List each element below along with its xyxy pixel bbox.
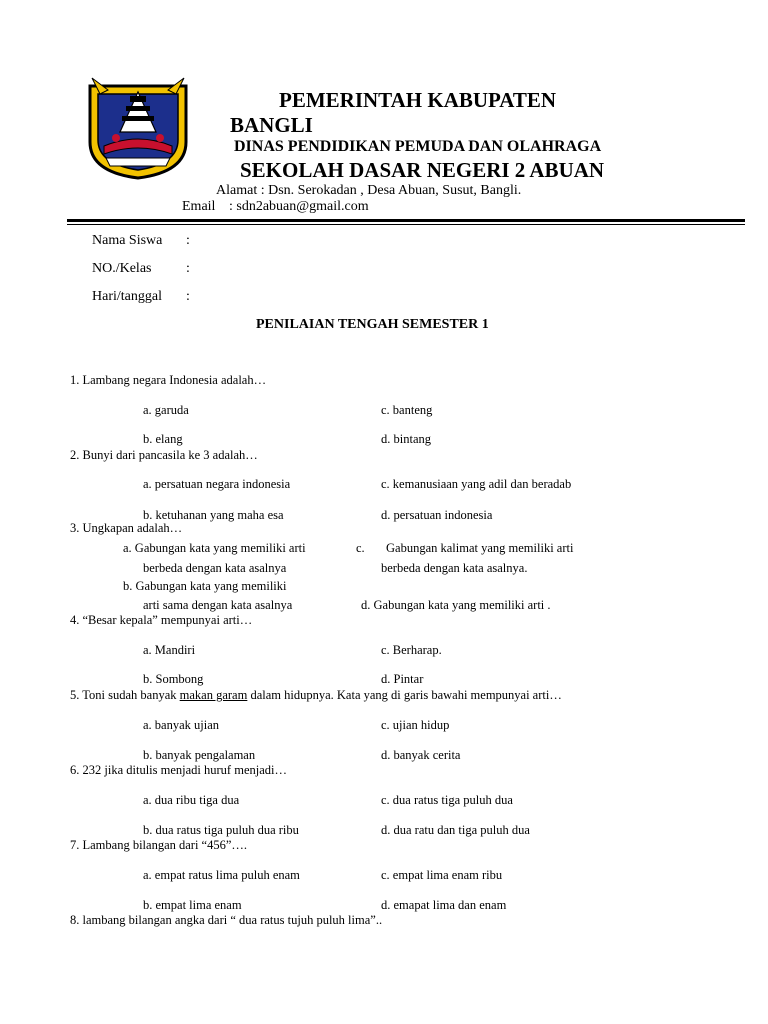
field-sep-class: : (186, 261, 190, 276)
q3-option-d: d. Gabungan kata yang memiliki arti . (361, 598, 551, 612)
q4-option-b: b. Sombong (143, 672, 204, 686)
question-3: 3. Ungkapan adalah… (70, 521, 183, 535)
q3-option-c-line2: berbeda dengan kata asalnya. (381, 561, 528, 575)
q1-option-d: d. bintang (381, 432, 431, 446)
question-2: 2. Bunyi dari pancasila ke 3 adalah… (70, 448, 258, 462)
field-sep-name: : (186, 233, 190, 248)
question-1: 1. Lambang negara Indonesia adalah… (70, 373, 267, 387)
field-label-name: Nama Siswa (92, 233, 163, 248)
question-5-pre: 5. Toni sudah banyak (70, 688, 180, 702)
q4-option-d: d. Pintar (381, 672, 424, 686)
q5-option-b: b. banyak pengalaman (143, 748, 256, 762)
exam-title: PENILAIAN TENGAH SEMESTER 1 (256, 317, 489, 332)
q3-option-b-line1: b. Gabungan kata yang memiliki (123, 579, 287, 593)
field-label-date: Hari/tanggal (92, 289, 162, 304)
field-label-class: NO./Kelas (92, 261, 152, 276)
q2-option-d: d. persatuan indonesia (381, 508, 493, 522)
q6-option-b: b. dua ratus tiga puluh dua ribu (143, 823, 299, 837)
q2-option-b: b. ketuhanan yang maha esa (143, 508, 284, 522)
header-school-name: SEKOLAH DASAR NEGERI 2 ABUAN (240, 158, 605, 182)
q6-option-a: a. dua ribu tiga dua (143, 793, 240, 807)
question-8: 8. lambang bilangan angka dari “ dua ratus tujuh puluh lima”.. (70, 913, 383, 927)
bangli-emblem-icon (86, 72, 190, 180)
q5-option-a: a. banyak ujian (143, 718, 220, 732)
q7-option-c: c. empat lima enam ribu (381, 868, 503, 882)
q7-option-d: d. emapat lima dan enam (381, 898, 507, 912)
header-regency: BANGLI (230, 113, 313, 137)
q7-option-a: a. empat ratus lima puluh enam (143, 868, 300, 882)
q2-option-a: a. persatuan negara indonesia (143, 477, 291, 491)
header-address: Alamat : Dsn. Serokadan , Desa Abuan, Susut, Bangli. (216, 183, 522, 198)
q3-option-a-line1: a. Gabungan kata yang memiliki arti (123, 541, 306, 555)
question-6: 6. 232 jika ditulis menjadi huruf menjadi… (70, 763, 287, 777)
header-email-label: Email (182, 199, 216, 214)
q3-option-c-marker: c. (356, 541, 365, 555)
q1-option-c: c. banteng (381, 403, 433, 417)
q1-option-b: b. elang (143, 432, 183, 446)
q7-option-b: b. empat lima enam (143, 898, 242, 912)
question-4: 4. “Besar kepala” mempunyai arti… (70, 613, 253, 627)
question-7: 7. Lambang bilangan dari “456”…. (70, 838, 248, 852)
q4-option-c: c. Berharap. (381, 643, 442, 657)
q5-option-d: d. banyak cerita (381, 748, 461, 762)
header-department: DINAS PENDIDIKAN PEMUDA DAN OLAHRAGA (234, 138, 602, 155)
q3-option-c-line1: Gabungan kalimat yang memiliki arti (386, 541, 574, 555)
question-5 (70, 688, 562, 703)
question-5-post: dalam hidupnya. Kata yang di garis bawahi mempunyai arti… (247, 688, 562, 702)
header-email-value: : sdn2abuan@gmail.com (229, 199, 369, 214)
q3-option-b-line2: arti sama dengan kata asalnya (143, 598, 293, 612)
question-5-underlined: makan garam (179, 688, 248, 702)
q2-option-c: c. kemanusiaan yang adil dan beradab (381, 477, 572, 491)
header-government: PEMERINTAH KABUPATEN (279, 88, 557, 112)
q1-option-a: a. garuda (143, 403, 189, 417)
q3-option-a-line2: berbeda dengan kata asalnya (143, 561, 287, 575)
q4-option-a: a. Mandiri (143, 643, 196, 657)
field-sep-date: : (186, 289, 190, 304)
q6-option-c: c. dua ratus tiga puluh dua (381, 793, 513, 807)
header-divider-thin (67, 224, 745, 225)
q6-option-d: d. dua ratu dan tiga puluh dua (381, 823, 530, 837)
q5-option-c: c. ujian hidup (381, 718, 450, 732)
header-divider-thick (67, 219, 745, 222)
